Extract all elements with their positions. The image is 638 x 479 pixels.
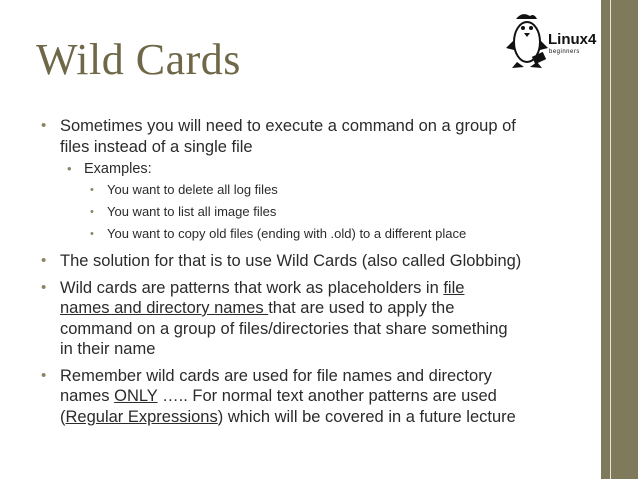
example-item: • You want to list all image files bbox=[40, 201, 600, 223]
side-bar-divider bbox=[610, 0, 611, 479]
example-item: • You want to delete all log files bbox=[40, 179, 600, 201]
slide-title: Wild Cards bbox=[36, 35, 241, 84]
bullet-1 bbox=[40, 116, 600, 157]
bullet-4-text-5: ) which will be covered in a future lecture bbox=[217, 407, 516, 426]
file-names-link-part-1[interactable]: file bbox=[443, 278, 465, 297]
bullet-4-text-1: Remember wild cards are used for file names and directory bbox=[60, 366, 492, 385]
decorative-side-bar bbox=[601, 0, 638, 479]
bullet-3-text-3: command on a group of files/directories that share something bbox=[60, 319, 508, 338]
bullet-1-line-2: files instead of a single file bbox=[60, 137, 253, 156]
bullet-2: • The solution for that is to use Wild Cards (also called Globbing) bbox=[40, 251, 600, 272]
logo-text: Linux4 bbox=[548, 31, 597, 48]
bullet-4-text-3: ….. For normal text another patterns are used bbox=[157, 387, 497, 405]
bullet-4-text-2: names bbox=[60, 387, 115, 405]
bullet-1-line-1: Sometimes you will need to execute a command on a group of bbox=[60, 117, 516, 135]
bullet-4 bbox=[40, 366, 600, 428]
bullet-3-text-2: that are used to apply the bbox=[268, 299, 455, 317]
bullet-3-text-1: Wild cards are patterns that work as placeholders in bbox=[60, 278, 444, 297]
slide-content bbox=[40, 116, 600, 427]
only-emphasis: ONLY bbox=[114, 387, 158, 405]
bullet-3-text-4: in their name bbox=[60, 340, 156, 358]
bullet-4-text-4: ( bbox=[60, 407, 66, 426]
sub-bullet-examples: • Examples: bbox=[40, 159, 600, 179]
file-names-link-part-2[interactable]: names and directory names bbox=[60, 299, 269, 317]
example-item: • You want to copy old files (ending with .old) to a different place bbox=[40, 223, 600, 245]
regular-expressions-link[interactable]: Regular Expressions bbox=[65, 407, 218, 426]
logo-subtext: beginners bbox=[549, 49, 580, 55]
bullet-3 bbox=[40, 278, 600, 360]
